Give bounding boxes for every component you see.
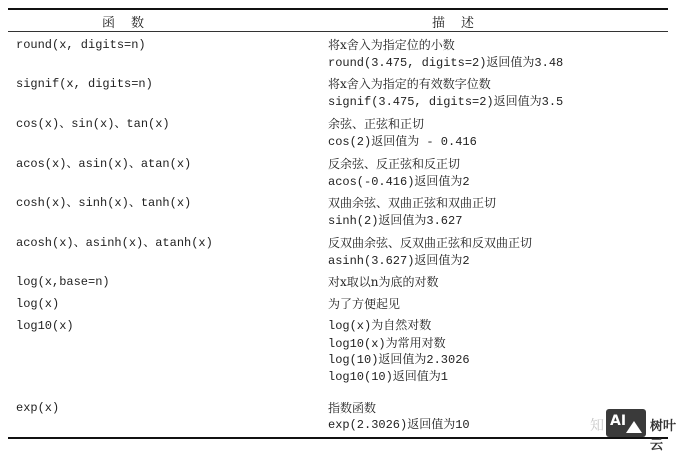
table-row-function: cosh(x)、sinh(x)、tanh(x) (16, 196, 192, 210)
table-row-example: asinh(3.627)返回值为2 (328, 254, 470, 268)
table-row-description: 为了方便起见 (328, 297, 401, 311)
mountain-icon (626, 421, 642, 433)
table-row-example: log10(10)返回值为1 (328, 370, 449, 384)
table-row-description: log(x)为自然对数 (328, 319, 432, 333)
table-row-description: log10(x)为常用对数 (328, 337, 446, 351)
watermark-name: 树叶云 (650, 419, 677, 453)
watermark-logo-text: AI (610, 413, 627, 429)
table-row-example: signif(3.475, digits=2)返回值为3.5 (328, 95, 564, 109)
table-row-function: log10(x) (16, 319, 74, 333)
table-row-description: 指数函数 (328, 401, 377, 415)
table-row-function: acos(x)、asin(x)、atan(x) (16, 157, 192, 171)
table-row-example: cos(2)返回值为 - 0.416 (328, 135, 477, 149)
table-row-example: sinh(2)返回值为3.627 (328, 214, 463, 228)
table-bottom-rule (8, 437, 668, 439)
table-row-description: 将x舍入为指定位的小数 (328, 38, 455, 52)
table-row-example: round(3.475, digits=2)返回值为3.48 (328, 56, 564, 70)
table-row-example: acos(-0.416)返回值为2 (328, 175, 470, 189)
table-row-description: 将x舍入为指定的有效数字位数 (328, 77, 491, 91)
table-row-function: round(x, digits=n) (16, 38, 146, 52)
table-row-function: log(x) (16, 297, 60, 311)
table-row-description: 反双曲余弦、反双曲正弦和反双曲正切 (328, 236, 533, 250)
table-top-rule (8, 8, 668, 10)
table-row-description: 余弦、正弦和正切 (328, 117, 425, 131)
ai-logo-icon (606, 409, 646, 437)
header-description: 描述 (432, 16, 491, 31)
table-row-function: log(x,base=n) (16, 275, 110, 289)
header-function: 函数 (102, 16, 161, 31)
table-row-example: log(10)返回值为2.3026 (328, 353, 470, 367)
table-header-rule (8, 31, 668, 32)
table-row-description: 双曲余弦、双曲正弦和双曲正切 (328, 196, 497, 210)
table-row-function: cos(x)、sin(x)、tan(x) (16, 117, 170, 131)
table-row-description: 对x取以n为底的对数 (328, 275, 439, 289)
table-row-function: acosh(x)、asinh(x)、atanh(x) (16, 236, 213, 250)
table-row-function: exp(x) (16, 401, 60, 415)
watermark (590, 408, 677, 453)
table-row-function: signif(x, digits=n) (16, 77, 153, 91)
table-row-example: exp(2.3026)返回值为10 (328, 418, 470, 432)
watermark-prefix: 知 (590, 418, 604, 434)
table-row-description: 反余弦、反正弦和反正切 (328, 157, 461, 171)
